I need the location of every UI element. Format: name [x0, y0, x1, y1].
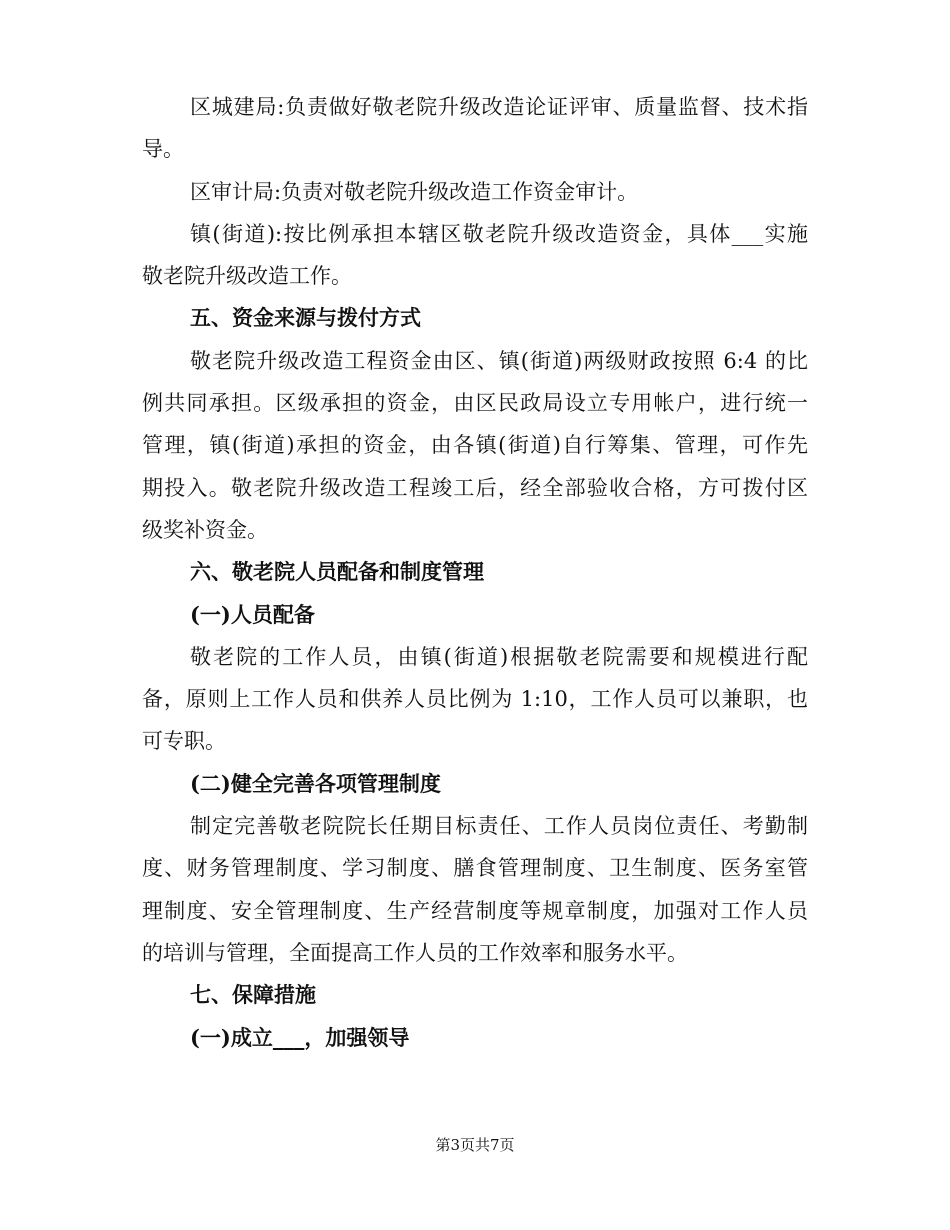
subsection-heading: (一)人员配备: [190, 601, 315, 627]
text-line: 敬老院的工作人员，由镇(街道)根据敬老院需要和规模进行配: [190, 644, 808, 669]
text-line: 区城建局:负责做好敬老院升级改造论证评审、质量监督、技术指: [190, 95, 808, 119]
text-line: 镇(街道):按比例承担本辖区敬老院升级改造资金，具体___实施: [190, 221, 808, 246]
text-line: 敬老院升级改造工作。: [142, 264, 352, 289]
text-line: 管理，镇(街道)承担的资金，由各镇(街道)自行筹集、管理，可作先: [142, 433, 808, 458]
text-line: 备，原则上工作人员和供养人员比例为 1:10，工作人员可以兼职，也: [142, 687, 808, 712]
subsection-heading: (二)健全完善各项管理制度: [190, 770, 441, 796]
text-line: 区审计局:负责对敬老院升级改造工作资金审计。: [190, 179, 639, 204]
text-line: 导。: [142, 137, 184, 162]
text-line: 的培训与管理，全面提高工作人员的工作效率和服务水平。: [142, 940, 688, 965]
page-footer: 第3页共7页: [435, 1136, 515, 1154]
page-body: [142, 86, 808, 1059]
text-line: 可专职。: [142, 729, 226, 754]
text-line: 制定完善敬老院院长任期目标责任、工作人员岗位责任、考勤制: [190, 814, 808, 839]
text-line: 例共同承担。区级承担的资金，由区民政局设立专用帐户，进行统一: [142, 391, 808, 416]
paragraph: [142, 340, 808, 551]
section-heading: 五、资金来源与拨付方式: [190, 305, 421, 331]
subsection-heading: (一)成立___，加强领导: [190, 1024, 410, 1050]
paragraph: [142, 213, 808, 298]
text-line: 级奖补资金。: [142, 517, 268, 542]
text-line: 度、财务管理制度、学习制度、膳食管理制度、卫生制度、医务室管: [142, 856, 808, 881]
paragraph: [142, 86, 808, 171]
paragraph: [142, 636, 808, 763]
text-line: 期投入。敬老院升级改造工程竣工后，经全部验收合格，方可拨付区: [142, 475, 808, 500]
section-heading: 七、保障措施: [190, 982, 316, 1008]
paragraph: [142, 805, 808, 974]
text-line: 敬老院升级改造工程资金由区、镇(街道)两级财政按照 6:4 的比: [190, 348, 808, 373]
paragraph: [142, 171, 808, 213]
text-line: 理制度、安全管理制度、生产经营制度等规章制度，加强对工作人员: [142, 898, 808, 923]
section-heading: 六、敬老院人员配备和制度管理: [190, 559, 484, 585]
